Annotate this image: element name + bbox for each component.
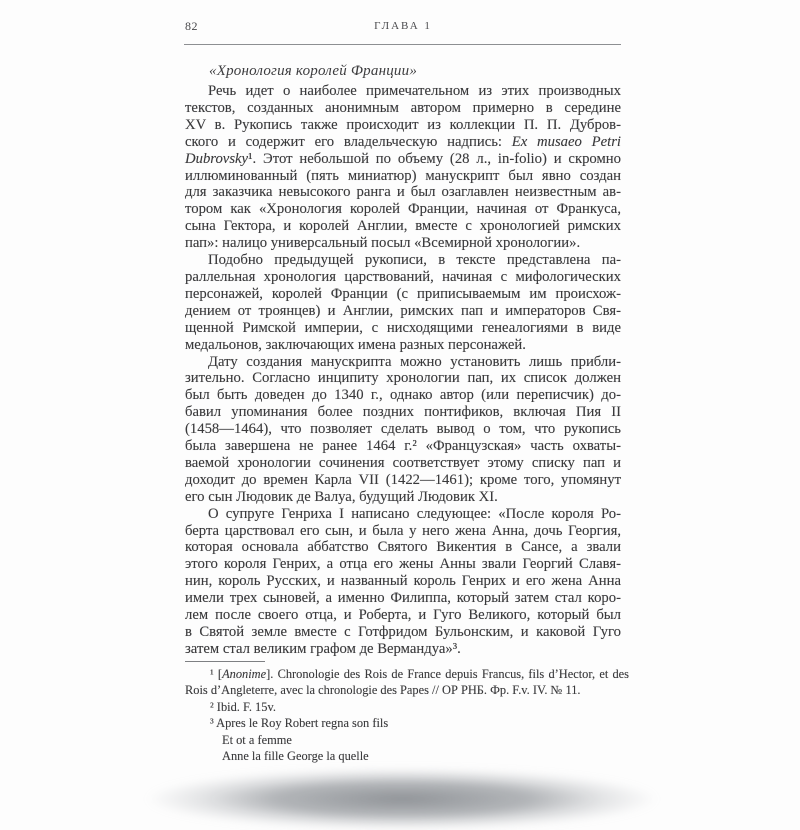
text-line: ² Ibid. F. 15v. xyxy=(210,699,276,714)
footnotes xyxy=(185,666,629,764)
paragraph xyxy=(185,506,621,658)
chapter-title: ГЛАВА 1 xyxy=(374,20,432,32)
text-line: бавил упоминания более поздних понтификов, включая Пия II xyxy=(185,404,621,421)
text-line: ³ Apres le Roy Robert regna son fils xyxy=(210,716,389,731)
text-line: Rois d’Angleterre, avec la chronologie des Papes // ОР РНБ. Фр. F.v. IV. № 11. xyxy=(185,683,581,698)
page-number: 82 xyxy=(185,19,198,33)
text-line: которая основала аббатство Святого Викентия в Сансе, а звали xyxy=(185,539,621,556)
text-line: была завершена не ранее 1464 г.² «Французская» часть охваты- xyxy=(185,438,621,455)
text-line: нин, король Русских, и названный король Генрих и его жена Анна xyxy=(185,573,621,590)
text-line: ¹ [Anonime]. Chronologie des Rois de France depuis Francus, fils d’Hector, et des xyxy=(210,667,629,681)
text-line: его сын Людовик де Валуа, будущий Людовик XI. xyxy=(185,488,498,505)
text-line: ваемой хронологии сочинения соответствует этому списку пап и xyxy=(185,454,621,471)
text-line: для заказчика невысокого ранга и был озаглавлен неизвестным ав- xyxy=(185,184,621,201)
text-line: имели трех сыновей, а именно Филиппа, который затем стал коро- xyxy=(185,590,621,607)
text-line: дением от троянцев) и Англии, римских пап и императоров Свя- xyxy=(185,302,621,319)
text-line: XV в. Рукопись также происходит из коллекции П. П. Дубров- xyxy=(185,116,621,133)
text-line: лем после своего отца, и Роберта, и Гуго Великого, который был xyxy=(185,607,621,624)
text-line: раллельная хронология царствований, начиная с мифологических xyxy=(185,268,621,285)
header-rule xyxy=(184,44,621,45)
text-line: (1458—1464), что позволяет сделать вывод о том, что рукопись xyxy=(185,421,621,438)
text-line: Дату создания манускрипта можно установить лишь прибли- xyxy=(208,353,621,370)
text-line: в Святой земле вместе с Готфридом Бульонским, и каковой Гуго xyxy=(185,624,621,640)
text-line: иллюминованный (пять миниатюр) манускрипт был явно создан xyxy=(185,167,621,184)
text-line: О супруге Генриха I написано следующее: «После короля Ро- xyxy=(208,505,621,522)
text-line: текстов, созданных анонимным автором примерно в середине xyxy=(185,99,621,116)
text-line: тором как «Хронология королей Франции, начиная от Франкуса, xyxy=(185,201,621,218)
text-line: Anne la fille George la quelle xyxy=(222,749,369,764)
text-line: затем стал великим графом де Вермандуа»³. xyxy=(185,640,461,657)
text-line: зительно. Согласно инципиту хронологии пап, их список должен xyxy=(185,370,621,387)
text-line: этого короля Генрих, а отца его жены Анны звали Георгий Славя- xyxy=(185,556,621,573)
paragraph xyxy=(185,252,621,353)
footnote-separator xyxy=(185,661,265,662)
text-line: медальонов, заключающих имена разных персонажей. xyxy=(185,336,526,353)
section-heading: «Хронология королей Франции» xyxy=(209,63,418,79)
text-line: доходит до времен Карла VII (1422—1461); кроме того, упомянут xyxy=(185,471,621,488)
text-line: персонажей, королей Франции (с приписываемым им происхож- xyxy=(185,285,621,302)
paragraph xyxy=(185,354,621,506)
book-page-shadow xyxy=(146,768,658,830)
text-line: был быть доведен до 1340 г., однако автор (или переписчик) до- xyxy=(185,387,621,404)
text-line: берта царствовал его сын, и была у него жена Анна, дочь Георгия, xyxy=(185,522,621,539)
text-line: ского и содержит его владельческую надпись: Ex musaeo Petri xyxy=(185,133,622,150)
text-line: Подобно предыдущей рукописи, в тексте представлена па- xyxy=(208,252,621,269)
paragraph xyxy=(185,83,621,252)
text-line: Et ot a femme xyxy=(222,732,292,747)
text-line: Dubrovsky¹. Этот небольшой по объему (28 л., in-folio) и скромно xyxy=(185,150,621,167)
body-text xyxy=(185,83,621,658)
text-line: щенной Римской империи, с нисходящими генеалогиями в виде xyxy=(185,319,621,336)
text-line: пап»: налицо универсальный посыл «Всемирной хронологии». xyxy=(185,235,581,252)
text-line: сына Гектора, и королей Англии, вместе с хронологией римских xyxy=(185,218,621,235)
text-line: Речь идет о наиболее примечательном из этих производных xyxy=(208,83,621,99)
